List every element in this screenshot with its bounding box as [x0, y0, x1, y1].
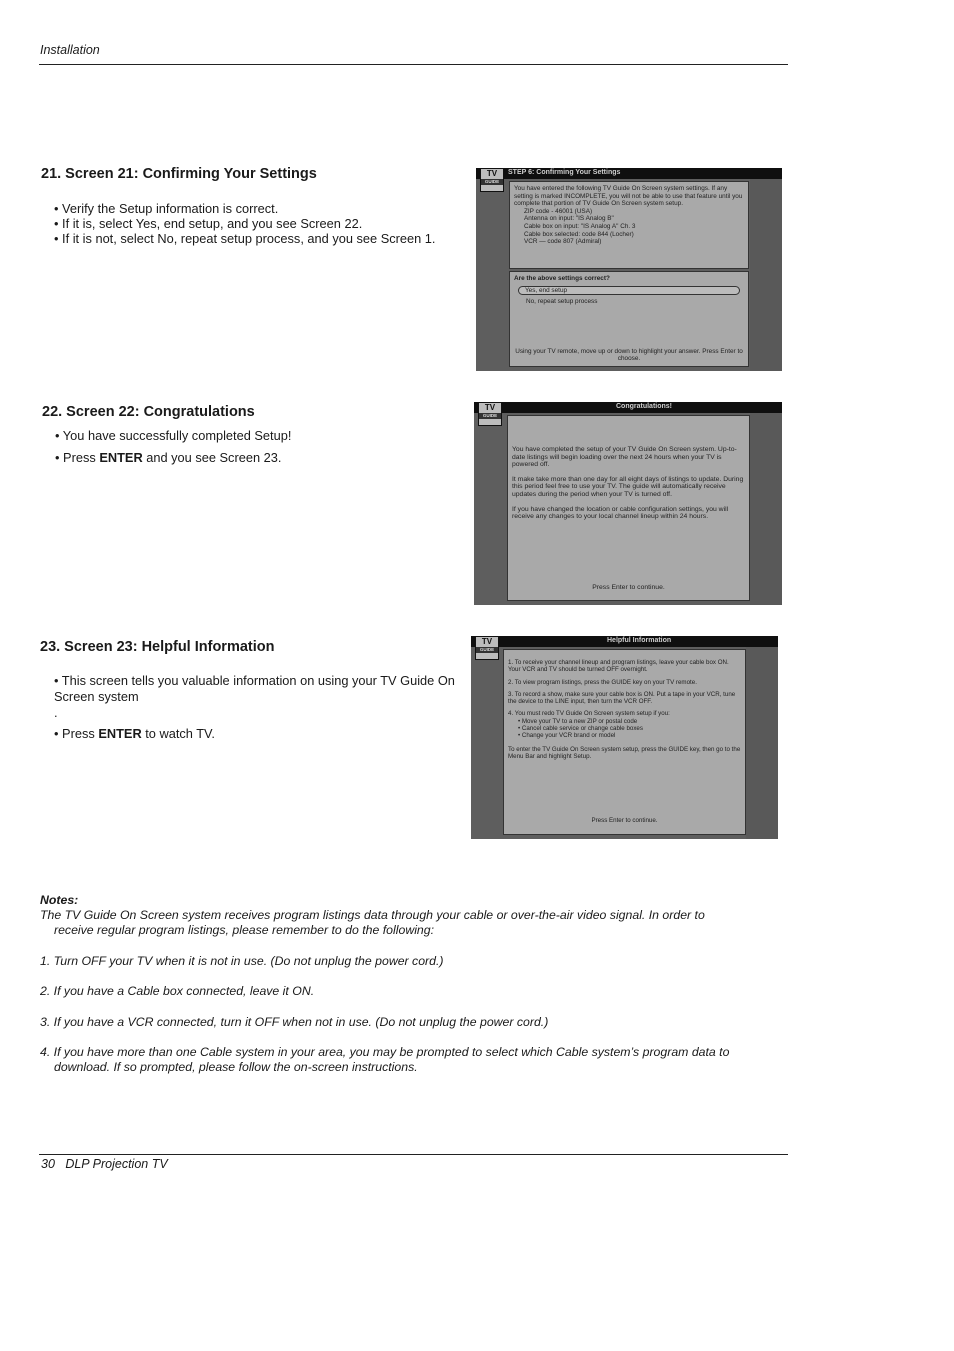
bullet: • Press ENTER and you see Screen 23.: [55, 450, 282, 465]
notes-heading: Notes:: [40, 893, 79, 907]
info-item: 3. To record a show, make sure your cable box is ON. Put a tape in your VCR, tune the device to the LINE input, then turn the VCR OFF.: [508, 690, 736, 706]
info-item: 4. You must redo TV Guide On Screen system setup if you:: [508, 710, 670, 718]
bullet-continuation: Screen system: [54, 689, 139, 704]
screen-title-bar: [476, 168, 782, 179]
info-closing: To enter the TV Guide On Screen system setup, press the GUIDE key, then go to the Menu Bar and highlight Setup.: [508, 745, 741, 760]
note-item-2: 2. If you have a Cable box connected, leave it ON.: [40, 984, 315, 999]
bullet: • Press ENTER to watch TV.: [54, 726, 215, 741]
info-subitem: • Change your VCR brand or model: [518, 732, 616, 740]
section-21-bullets: [54, 201, 435, 246]
screen-title-bar: [471, 636, 778, 647]
enter-key-label: ENTER: [99, 450, 143, 465]
yes-end-setup-option[interactable]: Yes, end setup: [518, 286, 740, 296]
helpful-info-panel: [503, 649, 746, 835]
info-subitem: • Move your TV to a new ZIP or postal code: [518, 717, 638, 725]
bullet: • This screen tells you valuable information on using your TV Guide On: [54, 673, 455, 688]
screen-title: Congratulations!: [616, 403, 672, 410]
note-item-1: 1. Turn OFF your TV when it is not in use. (Do not unplug the power cord.): [40, 953, 444, 968]
section-21-title: 21. Screen 21: Confirming Your Settings: [41, 166, 317, 182]
bullet: • If it is, select Yes, end setup, and you see Screen 22.: [54, 216, 363, 231]
question-panel: [509, 271, 749, 367]
paragraph: You have completed the setup of your TV Guide On Screen system. Up-to-date listings will begin loading over the next 24 hours when your TV is powered off.: [512, 446, 737, 469]
note-item-4: 4. If you have more than one Cable system in your area, you may be prompted to select which Cable system’s program data to: [40, 1044, 730, 1059]
section-23-title: 23. Screen 23: Helpful Information: [40, 639, 275, 655]
bullet: • Verify the Setup information is correct.: [54, 201, 279, 216]
setting-line: Antenna on input: "IS Analog B": [524, 215, 614, 223]
notes-intro: The TV Guide On Screen system receives program listings data through your cable or over-the-air video signal. In order to: [40, 908, 705, 923]
setting-line: ZIP code - 46001 (USA): [524, 207, 593, 215]
note-item-3: 3. If you have a VCR connected, turn it OFF when not in use. (Do not unplug the power cord.): [40, 1014, 549, 1029]
section-22-bullets: [55, 428, 291, 465]
bullet: • You have successfully completed Setup!: [55, 428, 292, 443]
screen-title: STEP 6: Confirming Your Settings: [508, 169, 621, 176]
info-item: 1. To receive your channel lineup and program listings, leave your cable box ON. Your VCR and TV should be turned OFF overnight.: [508, 659, 729, 674]
tv-guide-logo: TV GUIDE: [478, 402, 502, 426]
settings-panel: [509, 181, 749, 269]
question-text: Are the above settings correct?: [514, 275, 610, 282]
info-item: 2. To view program listings, press the GUIDE key on your TV remote.: [508, 678, 697, 686]
screen-footer: Using your TV remote, move up or down to highlight your answer. Press Enter to choose.: [515, 347, 743, 363]
setting-line: VCR — code 807 (Admiral): [524, 238, 602, 246]
notes-intro-continued: receive regular program listings, please remember to do the following:: [54, 923, 435, 938]
screen-title: Helpful Information: [607, 637, 672, 644]
no-repeat-setup-option[interactable]: No, repeat setup process: [526, 298, 598, 306]
screen-23-image: [471, 636, 778, 839]
running-header: Installation: [40, 43, 100, 57]
settings-intro: You have entered the following TV Guide On Screen system settings. If any setting is marked INCOMPLETE, you will not be able to use that feature until you complete that portion of TV Guide On Screen system setup.: [514, 185, 743, 208]
paragraph: If you have changed the location or cable configuration settings, you will receive any changes to your local channel lineup within 24 hours.: [512, 505, 729, 521]
screen-footer: Press Enter to continue.: [591, 816, 658, 824]
screen-footer: Press Enter to continue.: [592, 584, 665, 592]
bullet-continuation: .: [54, 705, 58, 720]
congratulations-panel: [507, 415, 750, 601]
screen-side-bar: [746, 647, 778, 839]
enter-key-label: ENTER: [98, 726, 142, 741]
screen-title-bar: [474, 402, 782, 413]
bullet: • If it is not, select No, repeat setup process, and you see Screen 1.: [54, 231, 436, 246]
footer-rule: [39, 1154, 788, 1155]
screen-side-bar: [750, 413, 782, 605]
note-item-4-continued: download. If so prompted, please follow the on-screen instructions.: [54, 1060, 418, 1075]
header-rule: [39, 64, 788, 65]
setting-line: Cable box selected: code 844 (Locher): [524, 230, 634, 238]
section-23-bullets: [54, 673, 455, 742]
info-subitem: • Cancel cable service or change cable boxes: [518, 725, 643, 733]
screen-22-image: [474, 402, 782, 605]
section-22-title: 22. Screen 22: Congratulations: [42, 404, 255, 420]
screen-21-image: [476, 168, 782, 371]
tv-guide-logo: TV GUIDE: [475, 636, 499, 660]
notes-block: [40, 893, 785, 1075]
paragraph: It make take more than one day for all eight days of listings to update. During this period feel free to use your TV. The guide will automatically receive updates during the period when your TV is turned off.: [512, 475, 744, 498]
screen-side-bar: [750, 179, 782, 371]
setting-line: Cable box on input: "IS Analog A" Ch. 3: [524, 222, 636, 230]
tv-guide-logo: TV GUIDE: [480, 168, 504, 192]
page-footer: 30 DLP Projection TV: [41, 1157, 168, 1171]
